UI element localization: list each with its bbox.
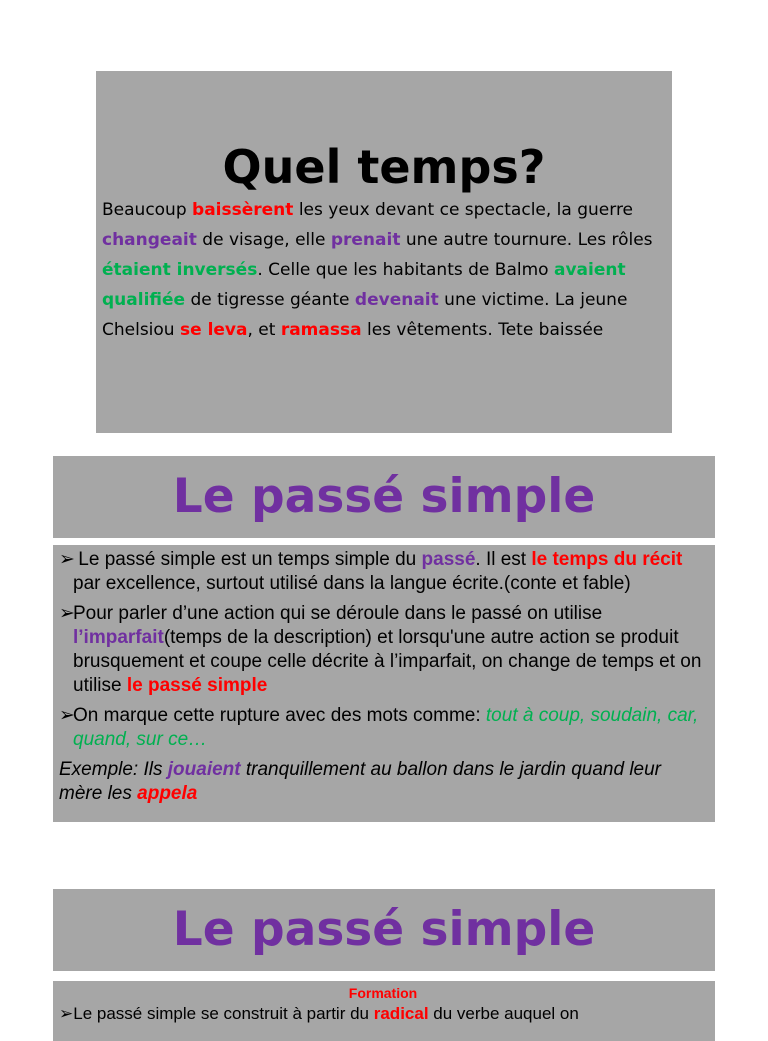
text-line [102, 231, 662, 250]
bullet-item [59, 602, 707, 698]
text-run: le passé simple [126, 675, 268, 696]
bullet-item [59, 704, 707, 752]
text-run: les yeux devant ce spectacle, la guerre [293, 200, 634, 220]
text-run: , et [247, 320, 281, 340]
text-run: ramassa [280, 320, 362, 340]
text-run: une victime. La jeune [438, 290, 628, 310]
text-run: On marque cette rupture avec des mots comme: [73, 705, 486, 726]
text-run: devenait [354, 290, 439, 310]
text-run: Chelsiou [102, 320, 180, 340]
text-line [102, 201, 662, 220]
text-run: Le passé simple se construit à partir du [73, 1004, 374, 1023]
text-run: de tigresse géante [185, 290, 355, 310]
bullet-text [73, 549, 682, 594]
slide-quel-temps [96, 71, 672, 433]
text-run: jouaient [167, 759, 241, 780]
section-heading: Formation [348, 985, 418, 1001]
text-run: prenait [330, 230, 401, 250]
text-run: avaient [553, 260, 626, 280]
arrow-bullet-icon: ➢ [59, 603, 75, 624]
slide-title: Le passé simple [53, 456, 715, 538]
text-run: tout à coup, soudain, car, quand, sur ce… [73, 705, 699, 750]
slide-content [53, 981, 715, 1041]
slide-content [53, 545, 715, 822]
text-run: radical [373, 1004, 429, 1023]
text-run: par excellence, surtout utilisé dans la langue écrite.(conte et fable) [73, 573, 631, 594]
arrow-bullet-icon: ➢ [59, 549, 75, 570]
text-run: . Il est [475, 549, 532, 570]
text-run: baissèrent [192, 200, 294, 220]
slide-text [102, 201, 662, 351]
text-run: passé [421, 549, 476, 570]
bullet-text [73, 705, 698, 750]
text-run: changeait [102, 230, 197, 250]
text-run: qualifiée [102, 290, 186, 310]
text-run: (temps de la description) et lorsqu'une autre action se produit brusquement et coupe celle décrite à l’imparfait, on change de temps et on utilise [73, 627, 702, 696]
text-run: tranquillement au ballon dans le jardin quand leur mère les [59, 759, 662, 804]
text-run: se leva [180, 320, 248, 340]
text-line [102, 261, 662, 280]
text-run: appela [137, 783, 198, 804]
arrow-bullet-icon: ➢ [59, 1004, 74, 1023]
text-run: une autre tournure. Les rôles [400, 230, 653, 250]
text-run: Exemple: Ils [59, 759, 168, 780]
text-run: . Celle que les habitants de Balmo [257, 260, 554, 280]
text-run: de visage, elle [196, 230, 331, 250]
bullet-item [59, 1003, 707, 1025]
bullet-text [73, 603, 701, 696]
text-run: les vêtements. Tete baissée [361, 320, 604, 340]
bullet-item [59, 548, 707, 596]
arrow-bullet-icon: ➢ [59, 705, 75, 726]
text-run: Pour parler d’une action qui se déroule dans le passé on utilise [73, 603, 603, 624]
text-run: du verbe auquel on [428, 1004, 579, 1023]
text-run: étaient inversés [102, 260, 258, 280]
text-run: l’imparfait [73, 627, 164, 648]
text-line [102, 321, 662, 340]
text-run: Le passé simple est un temps simple du [73, 549, 422, 570]
text-line [102, 291, 662, 310]
slide-title: Le passé simple [53, 889, 715, 971]
text-run: le temps du récit [531, 549, 683, 570]
bullet-text [73, 1004, 579, 1023]
slide-title: Quel temps? [222, 140, 546, 194]
example-sentence [59, 758, 707, 806]
text-run: Beaucoup [102, 200, 193, 220]
